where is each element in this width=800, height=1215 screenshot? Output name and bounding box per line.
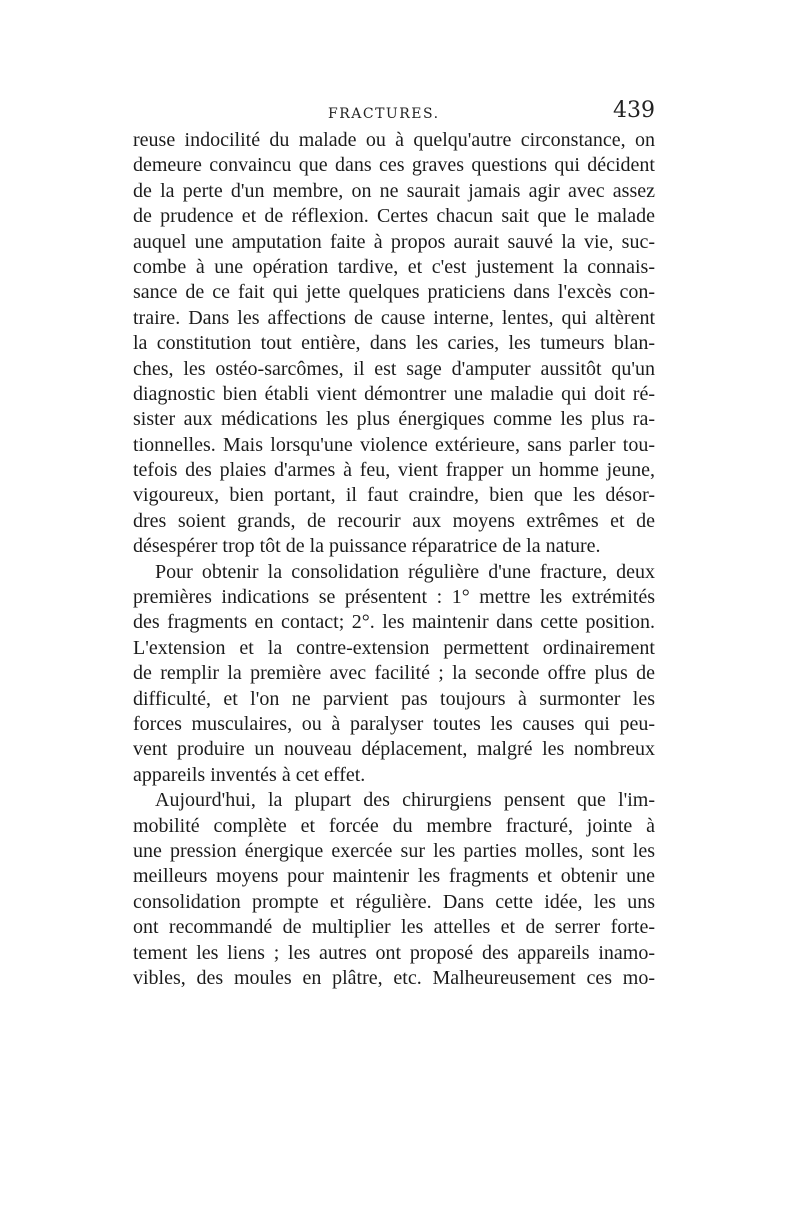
text-line: de prudence et de réflexion. Certes chacun sait que le malade (133, 205, 655, 228)
text-line: combe à une opération tardive, et c'est justement la connais- (133, 255, 655, 278)
text-line: Pour obtenir la consolidation régulière d'une fracture, deux (155, 560, 655, 583)
text-line: reuse indocilité du malade ou à quelqu'autre circonstance, on (133, 129, 655, 151)
text-line: de remplir la première avec facilité ; la seconde offre plus de (133, 662, 655, 685)
text-line: meilleurs moyens pour maintenir les fragments et obtenir une (133, 865, 655, 888)
text-line: tement les liens ; les autres ont proposé des appareils inamo- (133, 941, 655, 964)
text-line: Aujourd'hui, la plupart des chirurgiens pensent que l'im- (155, 789, 655, 812)
text-line: dres soient grands, de recourir aux moyens extrêmes et de (133, 509, 655, 532)
text-line: désespérer trop tôt de la puissance réparatrice de la nature. (133, 535, 601, 558)
text-line: difficulté, et l'on ne parvient pas toujours à surmonter les (133, 687, 655, 710)
text-line: des fragments en contact; 2°. les maintenir dans cette position. (133, 611, 655, 634)
text-line: L'extension et la contre-extension permettent ordinairement (133, 636, 655, 659)
text-line: forces musculaires, ou à paralyser toutes les causes qui peu- (133, 712, 655, 735)
running-title: FRACTURES. (328, 106, 440, 122)
page-header (133, 98, 655, 128)
text-line: appareils inventés à cet effet. (133, 763, 366, 786)
text-line: ches, les ostéo-sarcômes, il est sage d'amputer aussitôt qu'un (133, 357, 655, 380)
text-line: vigoureux, bien portant, il faut craindre, bien que les désor- (133, 484, 655, 507)
text-line: demeure convaincu que dans ces graves questions qui décident (133, 154, 655, 177)
text-line: premières indications se présentent : 1° mettre les extrémités (133, 586, 655, 609)
text-line: vent produire un nouveau déplacement, malgré les nombreux (133, 738, 655, 761)
text-line: la constitution tout entière, dans les caries, les tumeurs blan- (133, 332, 655, 355)
text-line: de la perte d'un membre, on ne saurait jamais agir avec assez (133, 179, 655, 202)
text-line: tionnelles. Mais lorsqu'une violence extérieure, sans parler tou- (133, 433, 655, 456)
text-line: consolidation prompte et régulière. Dans cette idée, les uns (133, 890, 655, 913)
text-line: une pression énergique exercée sur les parties molles, sont les (133, 839, 655, 862)
text-line: sister aux médications les plus énergiques comme les plus ra- (133, 408, 655, 431)
page-number: 439 (613, 98, 655, 123)
text-line: traire. Dans les affections de cause interne, lentes, qui altèrent (133, 306, 655, 329)
text-line: vibles, des moules en plâtre, etc. Malheureusement ces mo- (133, 966, 655, 989)
body-text (133, 128, 655, 991)
text-line: sance de ce fait qui jette quelques praticiens dans l'excès con- (133, 281, 655, 304)
text-line: ont recommandé de multiplier les attelles et de serrer forte- (133, 916, 655, 939)
text-line: tefois des plaies d'armes à feu, vient frapper un homme jeune, (133, 459, 655, 482)
text-line: auquel une amputation faite à propos aurait sauvé la vie, suc- (133, 230, 655, 253)
text-line: diagnostic bien établi vient démontrer une maladie qui doit ré- (133, 382, 655, 405)
text-line: mobilité complète et forcée du membre fracturé, jointe à (133, 814, 655, 837)
